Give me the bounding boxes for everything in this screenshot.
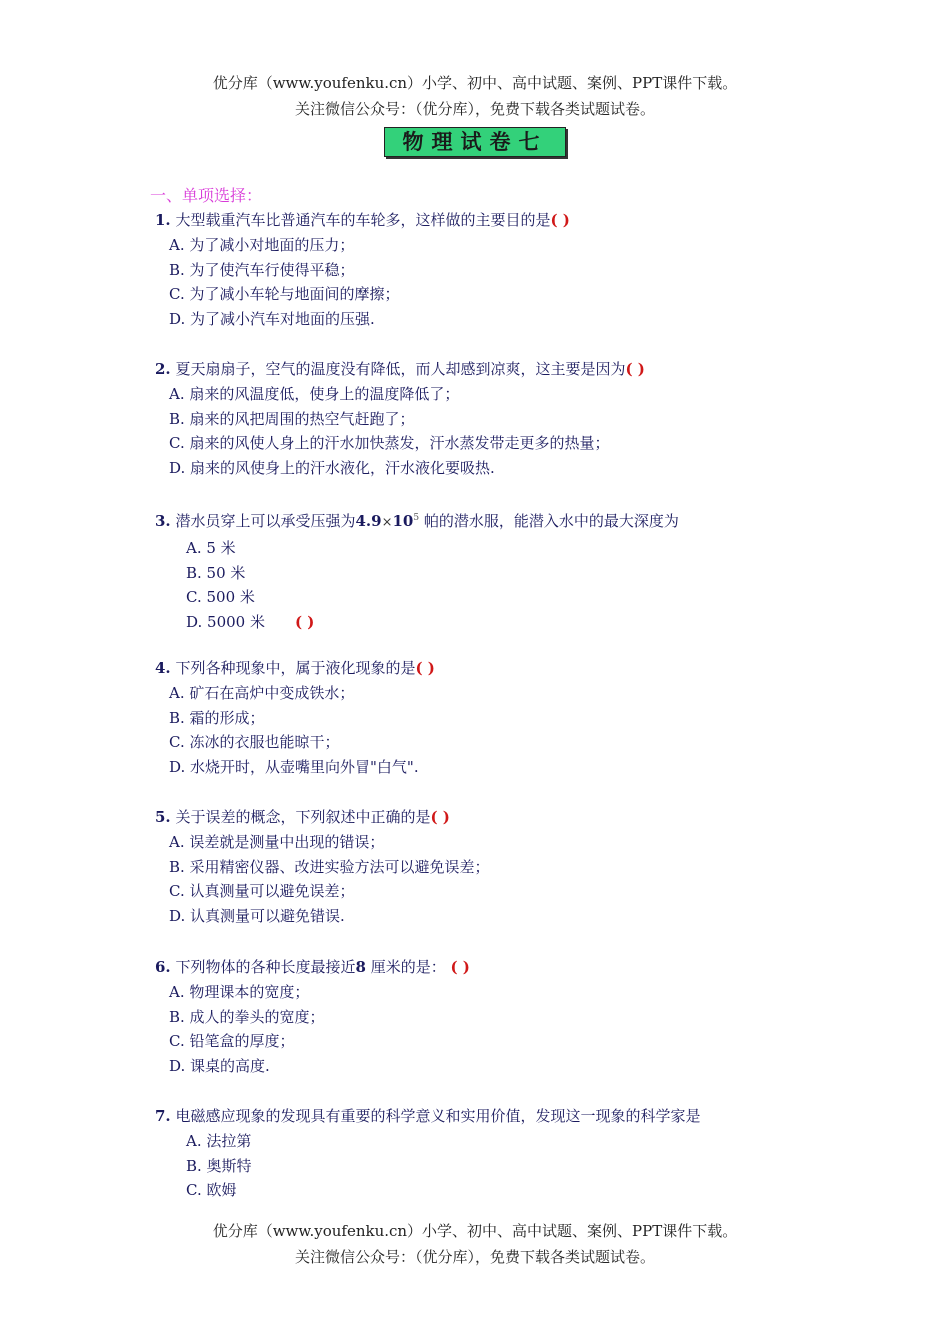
question-6 <box>155 955 470 1079</box>
question-number: 7. <box>155 1107 171 1125</box>
question-text: 关于误差的概念，下列叙述中正确的是 <box>175 808 431 826</box>
option-b: B. 霜的形成； <box>169 708 265 727</box>
question-text: 潜水员穿上可以承受压强为 <box>175 512 356 530</box>
question-text: 夏天扇扇子，空气的温度没有降低，而人却感到凉爽，这主要是因为 <box>175 360 626 378</box>
section-heading: 一、单项选择： <box>150 186 263 205</box>
question-number: 6. <box>155 958 171 976</box>
option-b: B. 扇来的风把周围的热空气赶跑了； <box>169 409 415 428</box>
header-line-2: 关注微信公众号：（优分库），免费下载各类试题试卷。 <box>294 100 655 118</box>
question-1 <box>155 208 570 332</box>
option-c: C. 冻冰的衣服也能晾干； <box>169 733 340 752</box>
option-c: C. 欧姆 <box>186 1181 237 1200</box>
option-c: C. 扇来的风使人身上的汗水加快蒸发，汗水蒸发带走更多的热量； <box>169 434 610 453</box>
answer-blank: ( ) <box>550 211 570 229</box>
option-c: C. 认真测量可以避免误差； <box>169 882 355 901</box>
option-d: D. 认真测量可以避免错误. <box>169 907 345 926</box>
question-number: 3. <box>155 512 171 530</box>
option-a: A. 矿石在高炉中变成铁水； <box>169 683 355 702</box>
option-b: B. 奥斯特 <box>186 1156 252 1175</box>
option-d: D. 水烧开时，从壶嘴里向外冒"白气". <box>169 758 419 777</box>
question-7 <box>155 1104 700 1203</box>
option-a: A. 物理课本的宽度； <box>169 982 310 1001</box>
option-d: D. 5000 米 <box>186 613 265 632</box>
question-text: 下列各种现象中，属于液化现象的是 <box>175 659 416 677</box>
question-number: 5. <box>155 808 171 826</box>
question-3 <box>155 506 679 635</box>
question-text-tail: 厘米的是： <box>370 958 446 976</box>
option-a: A. 误差就是测量中出现的错误； <box>169 832 385 851</box>
option-b: B. 50 米 <box>186 563 246 582</box>
question-text: 电磁感应现象的发现具有重要的科学意义和实用价值，发现这一现象的科学家是 <box>175 1107 701 1125</box>
option-a: A. 为了减小对地面的压力； <box>169 235 355 254</box>
option-d: D. 为了减小汽车对地面的压强. <box>169 310 375 329</box>
page-title: 物理试卷七 <box>384 127 566 157</box>
answer-blank: ( ) <box>430 808 450 826</box>
question-2 <box>155 357 645 481</box>
question-number: 2. <box>155 360 171 378</box>
option-c: C. 为了减小车轮与地面间的摩擦； <box>169 285 400 304</box>
footer-line-2: 关注微信公众号：（优分库），免费下载各类试题试卷。 <box>294 1248 655 1266</box>
question-5 <box>155 805 490 929</box>
answer-blank: ( ) <box>450 958 470 976</box>
answer-blank: ( ) <box>294 613 315 632</box>
question-text: 下列物体的各种长度最接近 <box>175 958 356 976</box>
power-exponent: 5 <box>413 513 420 523</box>
answer-blank: ( ) <box>625 360 645 378</box>
option-c: C. 500 米 <box>186 588 255 607</box>
power-base: 10 <box>392 512 414 530</box>
question-text: 大型载重汽车比普通汽车的车轮多，这样做的主要目的是 <box>175 211 551 229</box>
option-a: A. 法拉第 <box>186 1131 252 1150</box>
times-sign: × <box>381 515 393 530</box>
question-4 <box>155 656 435 780</box>
pressure-value: 4.9 <box>355 512 382 530</box>
header-line-1: 优分库（www.youfenku.cn）小学、初中、高中试题、案例、PPT课件下载。 <box>212 74 738 92</box>
option-d: D. 扇来的风使身上的汗水液化，汗水液化要吸热. <box>169 459 495 478</box>
question-number: 1. <box>155 211 171 229</box>
length-value: 8 <box>355 958 366 976</box>
answer-blank: ( ) <box>415 659 435 677</box>
option-c: C. 铅笔盒的厚度； <box>169 1032 295 1051</box>
footer-line-1: 优分库（www.youfenku.cn）小学、初中、高中试题、案例、PPT课件下载。 <box>212 1222 738 1240</box>
option-b: B. 成人的拳头的宽度； <box>169 1007 325 1026</box>
option-d: D. 课桌的高度. <box>169 1057 270 1076</box>
question-text-tail: 帕的潜水服，能潜入水中的最大深度为 <box>423 512 679 530</box>
option-b: B. 采用精密仪器、改进实验方法可以避免误差； <box>169 857 490 876</box>
option-a: A. 5 米 <box>186 538 236 557</box>
question-number: 4. <box>155 659 171 677</box>
option-b: B. 为了使汽车行使得平稳； <box>169 260 355 279</box>
option-a: A. 扇来的风温度低，使身上的温度降低了； <box>169 384 460 403</box>
